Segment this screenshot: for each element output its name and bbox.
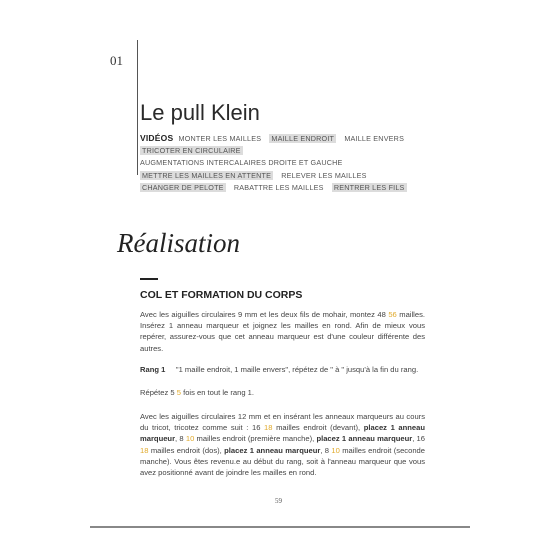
bold-instruction: placez 1 anneau marqueur xyxy=(140,423,425,444)
video-link-mettre-en-attente[interactable]: METTRE LES MAILLES EN ATTENTE xyxy=(142,170,272,180)
video-link-relever[interactable]: RELEVER LES MAILLES xyxy=(281,170,367,180)
text: fois en tout le rang 1. xyxy=(180,388,254,397)
section-heading: Réalisation xyxy=(117,228,240,258)
video-link-augmentations[interactable]: AUGMENTATIONS INTERCALAIRES DROITE ET GAUCHE xyxy=(140,158,343,168)
size-highlight: 18 xyxy=(264,423,273,433)
page-number: 59 xyxy=(275,497,282,505)
paragraph-rang-1 xyxy=(140,364,425,375)
paragraph-repeat xyxy=(140,387,425,398)
video-link-monter[interactable]: MONTER LES MAILLES xyxy=(178,134,262,143)
section-rule xyxy=(140,278,158,280)
size-highlight: 18 xyxy=(140,445,149,455)
size-highlight: 5 xyxy=(176,388,181,397)
rang-text: "1 maille endroit, 1 maille envers", répétez de " à " jusqu'à la fin du rang. xyxy=(175,365,419,374)
video-link-changer-pelote[interactable]: CHANGER DE PELOTE xyxy=(142,182,224,192)
videos-label: VIDÉOS xyxy=(140,133,174,143)
rang-label: Rang 1 xyxy=(140,365,166,374)
bold-instruction: placez 1 anneau marqueur xyxy=(316,434,413,444)
video-link-maille-envers[interactable]: MAILLE ENVERS xyxy=(344,134,405,143)
text: mailles endroit (dos), xyxy=(148,445,225,455)
paragraph-body xyxy=(140,411,425,478)
text: mailles endroit (devant), xyxy=(272,423,364,433)
text: , 8 xyxy=(320,445,332,455)
text: mailles. Insérez 1 anneau marqueur et joignez les mailles en rond. Afin de mieux vous repérer, assurez-vous que cet anneau marqueur est d'une couleur différente des autres. xyxy=(140,310,425,353)
text: , 8 xyxy=(175,434,186,444)
text: mailles endroit (seconde manche). Vous êtes revenu.e au début du rang, soit à l'anneau marqueur que vous avez positionné avant de joindre les mailles en rond. xyxy=(140,445,425,478)
text: , 16 xyxy=(412,434,425,444)
video-link-tricoter-circulaire[interactable]: TRICOTER EN CIRCULAIRE xyxy=(142,146,241,156)
video-link-rabattre[interactable]: RABATTRE LES MAILLES xyxy=(233,182,324,192)
size-highlight: 56 xyxy=(388,310,397,319)
bold-instruction: placez 1 anneau marqueur xyxy=(224,445,321,455)
text: Répétez 5 xyxy=(140,388,177,397)
video-link-rentrer-fils[interactable]: RENTRER LES FILS xyxy=(333,182,405,192)
text: mailles endroit (première manche), xyxy=(194,434,317,444)
vertical-divider xyxy=(137,40,138,175)
size-highlight: 10 xyxy=(331,445,340,455)
text: Avec les aiguilles circulaires 12 mm et en insérant les anneaux marqueurs au cours du tricot, tricotez comme suit : 16 xyxy=(140,412,425,433)
page-title: Le pull Klein xyxy=(140,100,260,125)
video-link-maille-endroit[interactable]: MAILLE ENDROIT xyxy=(271,134,335,143)
chapter-number: 01 xyxy=(110,53,123,68)
text: Avec les aiguilles circulaires 9 mm et les deux fils de mohair, montez 48 xyxy=(140,310,389,319)
videos-list xyxy=(140,132,440,194)
footer-rule xyxy=(90,526,470,528)
paragraph-cast-on xyxy=(140,309,425,354)
size-highlight: 10 xyxy=(185,434,195,444)
section-title: COL ET FORMATION DU CORPS xyxy=(140,289,303,301)
